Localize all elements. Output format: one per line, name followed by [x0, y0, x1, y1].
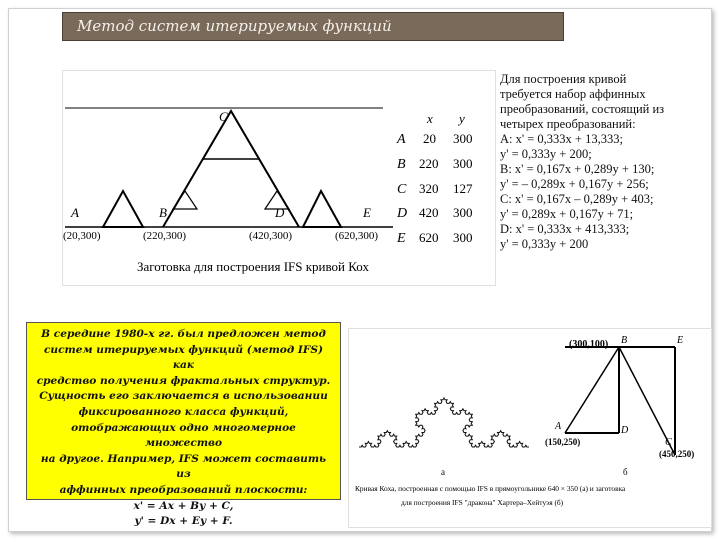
dragon-label-coord-c: (450,250): [659, 449, 695, 459]
ifs-note-line: x' = Ax + By + C,: [133, 499, 234, 512]
ifs-note-line: Сущность его заключается в использовании: [39, 390, 328, 403]
coord-e: (620,300): [335, 230, 379, 242]
table-cell-y: 300: [453, 156, 473, 171]
koch-prep-figure: [62, 70, 496, 286]
dragon-label-d: D: [621, 425, 629, 436]
table-cell-y: 300: [453, 205, 473, 220]
dragon-label-e: E: [677, 335, 684, 346]
dragon-label-coord-a: (150,250): [545, 437, 581, 447]
transforms-line: требуется набор аффинных: [500, 87, 646, 101]
ifs-note-line: y' = Dx + Ey + F.: [134, 515, 233, 528]
ifs-note-line: отображающих одно многомерное множество: [71, 421, 296, 450]
transforms-line: y' = – 0,289x + 0,167y + 256;: [500, 177, 649, 191]
dragon-caption-line: Кривая Коха, построенная с помощью IFS в прямоугольнике 640 × 350 (а) и заготовка: [355, 484, 626, 493]
dragon-label-coord-top: (300,100): [569, 339, 609, 350]
coord-a: (20,300): [63, 230, 101, 242]
coords-table: [396, 111, 473, 246]
transforms-line: Для построения кривой: [500, 72, 627, 86]
table-row-label: E: [397, 231, 406, 246]
label-b: B: [159, 205, 167, 220]
ifs-note-line: аффинных преобразований плоскости:: [59, 483, 308, 496]
transforms-text: [500, 72, 710, 252]
table-cell-y: 127: [453, 181, 473, 196]
ifs-note-line: фиксированного класса функций,: [78, 405, 289, 418]
label-d: D: [275, 205, 285, 220]
small-triangle-2: [303, 191, 341, 227]
dragon-label-b: B: [621, 335, 628, 346]
transforms-line: y' = 0,289x + 0,167y + 71;: [500, 207, 634, 221]
slide-title: Метод систем итерируемых функций: [77, 17, 392, 35]
table-cell-x: 220: [419, 156, 439, 171]
koch-prep-caption: Заготовка для построения IFS кривой Кох: [137, 259, 369, 274]
subfigure-label-a: a: [441, 467, 445, 477]
transforms-line: четырех преобразований:: [500, 117, 636, 131]
table-header-x: x: [427, 111, 433, 126]
transforms-line: y' = 0,333y + 200: [500, 237, 589, 251]
transforms-line: A: x' = 0,333x + 13,333;: [500, 132, 623, 146]
coord-d: (420,300): [249, 230, 293, 242]
label-a: A: [71, 205, 79, 220]
ifs-note-line: систем итерируемых функций (метод IFS) как: [43, 343, 324, 372]
table-cell-x: 20: [423, 131, 436, 146]
koch-curve: [359, 398, 529, 447]
table-header-y: y: [459, 111, 465, 126]
table-row-label: D: [397, 206, 408, 221]
coord-b: (220,300): [143, 230, 187, 242]
table-cell-x: 420: [419, 205, 439, 220]
ifs-note-line: на другое. Например, IFS может составить из: [40, 452, 327, 481]
dragon-figure-svg: [349, 329, 711, 527]
ifs-note-line: средство получения фрактальных структур.: [36, 374, 331, 387]
ifs-note: [26, 322, 341, 528]
dragon-figure: [348, 328, 712, 528]
transforms-line: D: x' = 0,333x + 413,333;: [500, 222, 630, 236]
central-inner-triangle: [203, 111, 259, 159]
transforms-line: преобразований, состоящий из: [500, 102, 665, 116]
table-row-label: A: [397, 132, 406, 147]
dragon-template: [545, 335, 694, 459]
table-cell-y: 300: [453, 230, 473, 245]
table-cell-y: 300: [453, 131, 473, 146]
transforms-line: y' = 0,333y + 200;: [500, 147, 592, 161]
slide-title-bar: [62, 12, 564, 41]
subfigure-label-b: б: [623, 467, 628, 477]
table-row-label: C: [397, 182, 407, 197]
small-triangle-3: [173, 191, 197, 209]
transforms-line: C: x' = 0,167x – 0,289y + 403;: [500, 192, 654, 206]
dragon-left-diagonal: [565, 347, 619, 433]
table-row-label: B: [397, 157, 406, 172]
koch-prep-diagram: [63, 71, 495, 285]
table-cell-x: 320: [419, 181, 439, 196]
label-c: C: [219, 109, 228, 124]
table-cell-x: 620: [419, 230, 439, 245]
transforms-line: B: x' = 0,167x + 0,289y + 130;: [500, 162, 655, 176]
dragon-caption-line: для построения IFS "дракона" Хартера–Хейтуэя (б): [401, 498, 564, 507]
label-e: E: [363, 205, 371, 220]
dragon-label-a: A: [555, 421, 562, 432]
small-triangle-1: [103, 191, 143, 227]
ifs-note-line: В середине 1980-х гг. был предложен метод: [41, 328, 326, 340]
dragon-label-c: C: [665, 437, 672, 448]
